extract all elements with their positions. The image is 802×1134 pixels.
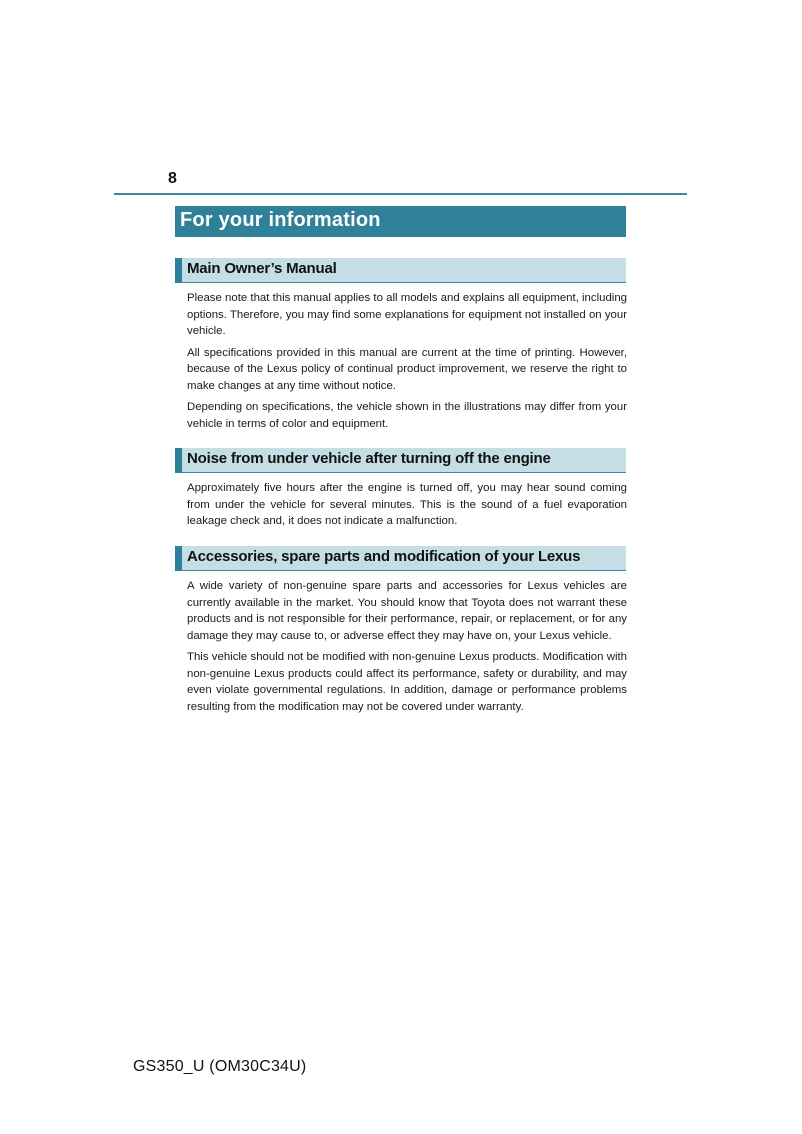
paragraph: Approximately five hours after the engine is turned off, you may hear sound coming from under the vehicle for several minutes. This is the sound of a fuel evaporation leakage check and, it does not indicate a malfunction.	[187, 482, 627, 527]
top-divider	[114, 193, 687, 195]
section-body	[175, 480, 626, 530]
section-header	[175, 448, 626, 473]
paragraph: All specifications provided in this manual are current at the time of printing. However, because of the Lexus policy of continual product improvement, we reserve the right to make changes at any time without notice.	[187, 346, 627, 392]
section-header	[175, 546, 626, 571]
paragraph: Depending on specifications, the vehicle shown in the illustrations may differ from your vehicle in terms of color and equipment.	[187, 401, 627, 430]
paragraph: A wide variety of non-genuine spare parts and accessories for Lexus vehicles are currently available in the market. You should know that Toyota does not warrant these products and is not responsible for their performance, repair, or replacement, or for any damage they may cause to, or adverse effect they may have on, your Lexus vehicle.	[187, 580, 627, 642]
section-header	[175, 258, 626, 283]
section-main-owners-manual	[175, 258, 626, 432]
section-noise-after-engine-off	[175, 448, 626, 530]
section-marker	[175, 258, 182, 283]
paragraph: Please note that this manual applies to all models and explains all equipment, including options. Therefore, you may find some explanations for equipment not installed on your vehicle.	[187, 292, 627, 337]
section-marker	[175, 448, 182, 473]
paragraph: This vehicle should not be modified with non-genuine Lexus products. Modification with non-genuine Lexus products could affect its performance, safety or durability, and may even violate governmental regulations. In addition, damage or performance problems resulting from the modification may not be covered under warranty.	[187, 651, 627, 713]
footer-model-code: GS350_U (OM30C34U)	[133, 1058, 307, 1075]
page-number: 8	[168, 170, 177, 187]
page-title-bar	[175, 206, 626, 237]
section-body	[175, 578, 626, 715]
section-accessories-modification	[175, 546, 626, 715]
section-title: Main Owner’s Manual	[187, 260, 337, 277]
section-title: Noise from under vehicle after turning off the engine	[187, 450, 551, 467]
section-body	[175, 290, 626, 432]
page-title: For your information	[180, 209, 381, 231]
section-title: Accessories, spare parts and modification of your Lexus	[187, 548, 581, 565]
section-marker	[175, 546, 182, 571]
